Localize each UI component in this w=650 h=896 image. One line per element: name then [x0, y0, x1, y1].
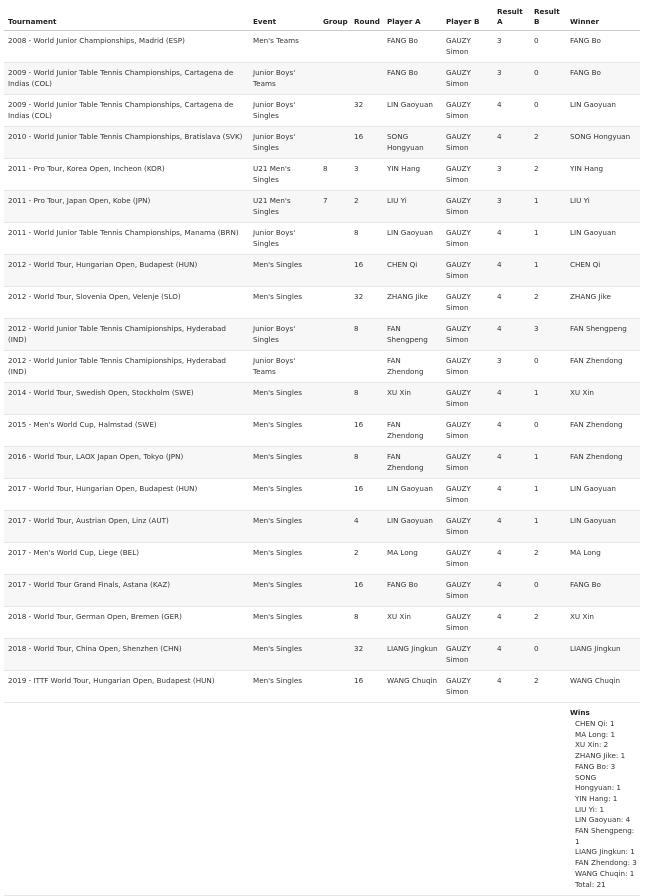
player-b-cell: GAUZY Simon	[442, 607, 493, 639]
result-a-cell: 4	[493, 127, 530, 159]
wins-item: YIN Hang: 1	[575, 793, 618, 803]
player-b-cell: GAUZY Simon	[442, 511, 493, 543]
group-cell: 8	[319, 159, 350, 191]
round-cell: 8	[350, 383, 383, 415]
table-row	[4, 671, 640, 703]
tournament-cell: 2012 - World Tour, Hungarian Open, Budapest (HUN)	[4, 255, 249, 287]
round-cell: 8	[350, 319, 383, 351]
round-cell: 16	[350, 479, 383, 511]
group-cell	[319, 575, 350, 607]
player-b-cell: GAUZY Simon	[442, 543, 493, 575]
event-cell: U21 Men's Singles	[249, 191, 319, 223]
winner-cell: ZHANG Jike	[566, 287, 640, 319]
table-row	[4, 63, 640, 95]
result-a-cell: 3	[493, 191, 530, 223]
result-a-cell: 3	[493, 31, 530, 63]
event-cell: Junior Boys' Singles	[249, 319, 319, 351]
event-cell: Men's Singles	[249, 447, 319, 479]
event-cell: Junior Boys' Teams	[249, 351, 319, 383]
tournament-cell: 2019 - ITTF World Tour, Hungarian Open, Budapest (HUN)	[4, 671, 249, 703]
result-b-cell: 1	[530, 511, 566, 543]
header-row	[4, 0, 640, 31]
group-cell	[319, 639, 350, 671]
result-b-cell: 0	[530, 351, 566, 383]
winner-cell: MA Long	[566, 543, 640, 575]
wins-item: FANG Bo: 3	[575, 761, 616, 771]
col-header-event: Event	[249, 0, 319, 31]
result-b-cell: 1	[530, 255, 566, 287]
round-cell: 16	[350, 415, 383, 447]
player-a-cell: FAN Zhendong	[383, 447, 442, 479]
player-b-cell: GAUZY Simon	[442, 575, 493, 607]
winner-cell: FANG Bo	[566, 575, 640, 607]
col-header-winner: Winner	[566, 0, 640, 31]
player-a-cell: FAN Zhendong	[383, 351, 442, 383]
col-header-round: Round	[350, 0, 383, 31]
tournament-cell: 2018 - World Tour, China Open, Shenzhen (CHN)	[4, 639, 249, 671]
player-a-cell: ZHANG Jike	[383, 287, 442, 319]
result-a-cell: 4	[493, 223, 530, 255]
result-b-cell: 2	[530, 671, 566, 703]
winner-cell: LIN Gaoyuan	[566, 479, 640, 511]
result-a-cell: 4	[493, 479, 530, 511]
winner-cell: XU Xin	[566, 607, 640, 639]
result-b-cell: 2	[530, 287, 566, 319]
col-header-tournament: Tournament	[4, 0, 249, 31]
event-cell: Junior Boys' Singles	[249, 127, 319, 159]
group-cell	[319, 415, 350, 447]
player-a-cell: FAN Shengpeng	[383, 319, 442, 351]
result-a-cell: 4	[493, 511, 530, 543]
tournament-cell: 2009 - World Junior Table Tennis Championships, Cartagena de Indias (COL)	[4, 63, 249, 95]
table-row	[4, 223, 640, 255]
group-cell	[319, 447, 350, 479]
result-a-cell: 4	[493, 543, 530, 575]
result-b-cell: 2	[530, 543, 566, 575]
summary-spacer	[4, 703, 566, 896]
player-b-cell: GAUZY Simon	[442, 191, 493, 223]
group-cell	[319, 95, 350, 127]
group-cell	[319, 351, 350, 383]
wins-item: WANG Chuqin: 1	[575, 868, 635, 878]
player-a-cell: FANG Bo	[383, 31, 442, 63]
wins-item: ZHANG Jike: 1	[575, 751, 626, 761]
player-a-cell: WANG Chuqin	[383, 671, 442, 703]
winner-cell: LIN Gaoyuan	[566, 511, 640, 543]
result-b-cell: 0	[530, 415, 566, 447]
event-cell: Men's Singles	[249, 287, 319, 319]
tournament-cell: 2017 - World Tour, Hungarian Open, Budapest (HUN)	[4, 479, 249, 511]
winner-cell: LIN Gaoyuan	[566, 223, 640, 255]
tournament-cell: 2018 - World Tour, German Open, Bremen (GER)	[4, 607, 249, 639]
winner-cell: YIN Hang	[566, 159, 640, 191]
player-a-cell: LIANG Jingkun	[383, 639, 442, 671]
player-b-cell: GAUZY Simon	[442, 255, 493, 287]
result-b-cell: 2	[530, 159, 566, 191]
winner-cell: FAN Zhendong	[566, 447, 640, 479]
player-b-cell: GAUZY Simon	[442, 223, 493, 255]
result-b-cell: 1	[530, 223, 566, 255]
round-cell	[350, 31, 383, 63]
tournament-cell: 2017 - World Tour, Austrian Open, Linz (AUT)	[4, 511, 249, 543]
winner-cell: WANG Chuqin	[566, 671, 640, 703]
player-b-cell: GAUZY Simon	[442, 447, 493, 479]
group-cell	[319, 607, 350, 639]
table-row	[4, 319, 640, 351]
player-a-cell: YIN Hang	[383, 159, 442, 191]
result-a-cell: 3	[493, 351, 530, 383]
table-row	[4, 575, 640, 607]
player-a-cell: XU Xin	[383, 383, 442, 415]
wins-item: Total: 21	[575, 879, 606, 889]
wins-item: CHEN Qi: 1	[575, 719, 615, 728]
round-cell: 16	[350, 255, 383, 287]
round-cell: 16	[350, 671, 383, 703]
player-a-cell: LIN Gaoyuan	[383, 95, 442, 127]
col-header-result-a: Result A	[493, 0, 530, 31]
tournament-cell: 2009 - World Junior Table Tennis Championships, Cartagena de Indias (COL)	[4, 95, 249, 127]
table-row	[4, 127, 640, 159]
event-cell: Junior Boys' Singles	[249, 223, 319, 255]
table-row	[4, 543, 640, 575]
result-b-cell: 0	[530, 95, 566, 127]
player-b-cell: GAUZY Simon	[442, 287, 493, 319]
winner-cell: LIU Yi	[566, 191, 640, 223]
tournament-cell: 2016 - World Tour, LAOX Japan Open, Tokyo (JPN)	[4, 447, 249, 479]
result-b-cell: 0	[530, 31, 566, 63]
player-a-cell: MA Long	[383, 543, 442, 575]
round-cell: 32	[350, 639, 383, 671]
result-a-cell: 4	[493, 607, 530, 639]
player-b-cell: GAUZY Simon	[442, 671, 493, 703]
round-cell: 32	[350, 287, 383, 319]
group-cell	[319, 223, 350, 255]
player-a-cell: CHEN Qi	[383, 255, 442, 287]
event-cell: Men's Singles	[249, 383, 319, 415]
player-a-cell: LIN Gaoyuan	[383, 223, 442, 255]
tournament-cell: 2012 - World Junior Table Tennis Chamipionships, Hyderabad (IND)	[4, 319, 249, 351]
event-cell: Men's Singles	[249, 479, 319, 511]
result-b-cell: 2	[530, 607, 566, 639]
wins-summary	[566, 703, 640, 896]
group-cell	[319, 383, 350, 415]
table-row	[4, 191, 640, 223]
result-b-cell: 1	[530, 479, 566, 511]
table-row	[4, 159, 640, 191]
player-a-cell: XU Xin	[383, 607, 442, 639]
result-a-cell: 4	[493, 95, 530, 127]
player-b-cell: GAUZY Simon	[442, 479, 493, 511]
tournament-cell: 2011 - Pro Tour, Korea Open, Incheon (KOR)	[4, 159, 249, 191]
wins-item: SONG Hongyuan: 1	[575, 772, 621, 793]
result-b-cell: 0	[530, 63, 566, 95]
result-b-cell: 0	[530, 575, 566, 607]
event-cell: Men's Singles	[249, 511, 319, 543]
table-row	[4, 447, 640, 479]
group-cell	[319, 255, 350, 287]
winner-cell: FAN Zhendong	[566, 351, 640, 383]
event-cell: Men's Singles	[249, 639, 319, 671]
tournament-cell: 2012 - World Junior Table Tennis Chamipionships, Hyderabad (IND)	[4, 351, 249, 383]
player-b-cell: GAUZY Simon	[442, 319, 493, 351]
group-cell	[319, 127, 350, 159]
group-cell	[319, 63, 350, 95]
round-cell: 8	[350, 223, 383, 255]
player-b-cell: GAUZY Simon	[442, 95, 493, 127]
group-cell	[319, 319, 350, 351]
group-cell	[319, 671, 350, 703]
tournament-cell: 2017 - World Tour Grand Finals, Astana (KAZ)	[4, 575, 249, 607]
wins-item: FAN Zhendong: 3	[575, 858, 637, 868]
table-row	[4, 639, 640, 671]
result-b-cell: 0	[530, 639, 566, 671]
result-a-cell: 4	[493, 287, 530, 319]
tournament-cell: 2011 - World Junior Table Tennis Championships, Manama (BRN)	[4, 223, 249, 255]
tournament-cell: 2008 - World Junior Championships, Madrid (ESP)	[4, 31, 249, 63]
player-b-cell: GAUZY Simon	[442, 31, 493, 63]
wins-item: LIN Gaoyuan: 4	[575, 815, 631, 825]
results-table	[4, 0, 640, 896]
result-b-cell: 1	[530, 383, 566, 415]
round-cell: 16	[350, 127, 383, 159]
event-cell: Men's Singles	[249, 543, 319, 575]
wins-summary-row	[4, 703, 640, 896]
winner-cell: FANG Bo	[566, 31, 640, 63]
group-cell: 7	[319, 191, 350, 223]
player-a-cell: LIU Yi	[383, 191, 442, 223]
col-header-group: Group	[319, 0, 350, 31]
result-b-cell: 3	[530, 319, 566, 351]
table-row	[4, 511, 640, 543]
event-cell: Junior Boys' Singles	[249, 95, 319, 127]
group-cell	[319, 543, 350, 575]
round-cell: 2	[350, 191, 383, 223]
player-a-cell: FAN Zhendong	[383, 415, 442, 447]
event-cell: Men's Singles	[249, 671, 319, 703]
result-a-cell: 4	[493, 319, 530, 351]
wins-item: LIANG Jingkun: 1	[575, 847, 635, 857]
wins-list	[570, 719, 637, 890]
round-cell: 8	[350, 447, 383, 479]
event-cell: Men's Singles	[249, 255, 319, 287]
round-cell: 16	[350, 575, 383, 607]
table-row	[4, 383, 640, 415]
table-row	[4, 479, 640, 511]
winner-cell: LIN Gaoyuan	[566, 95, 640, 127]
table-row	[4, 287, 640, 319]
table-row	[4, 31, 640, 63]
tournament-cell: 2011 - Pro Tour, Japan Open, Kobe (JPN)	[4, 191, 249, 223]
wins-title: Wins	[570, 708, 590, 717]
player-b-cell: GAUZY Simon	[442, 415, 493, 447]
wins-item: MA Long: 1	[575, 729, 616, 739]
winner-cell: SONG Hongyuan	[566, 127, 640, 159]
table-row	[4, 415, 640, 447]
col-header-player-b: Player B	[442, 0, 493, 31]
winner-cell: LIANG Jingkun	[566, 639, 640, 671]
result-a-cell: 4	[493, 383, 530, 415]
winner-cell: CHEN Qi	[566, 255, 640, 287]
event-cell: Junior Boys' Teams	[249, 63, 319, 95]
winner-cell: FAN Zhendong	[566, 415, 640, 447]
result-a-cell: 4	[493, 255, 530, 287]
result-b-cell: 2	[530, 127, 566, 159]
event-cell: Men's Singles	[249, 607, 319, 639]
result-a-cell: 3	[493, 63, 530, 95]
event-cell: Men's Singles	[249, 415, 319, 447]
round-cell	[350, 63, 383, 95]
round-cell: 4	[350, 511, 383, 543]
round-cell: 3	[350, 159, 383, 191]
result-a-cell: 4	[493, 671, 530, 703]
round-cell	[350, 351, 383, 383]
wins-item: XU Xin: 2	[575, 740, 609, 750]
table-row	[4, 255, 640, 287]
winner-cell: FAN Shengpeng	[566, 319, 640, 351]
result-a-cell: 4	[493, 415, 530, 447]
player-b-cell: GAUZY Simon	[442, 383, 493, 415]
group-cell	[319, 31, 350, 63]
group-cell	[319, 287, 350, 319]
wins-item: LIU Yi: 1	[575, 804, 605, 814]
result-a-cell: 3	[493, 159, 530, 191]
group-cell	[319, 479, 350, 511]
player-b-cell: GAUZY Simon	[442, 351, 493, 383]
winner-cell: XU Xin	[566, 383, 640, 415]
result-b-cell: 1	[530, 447, 566, 479]
player-b-cell: GAUZY Simon	[442, 639, 493, 671]
event-cell: U21 Men's Singles	[249, 159, 319, 191]
tournament-cell: 2017 - Men's World Cup, Liege (BEL)	[4, 543, 249, 575]
group-cell	[319, 511, 350, 543]
player-b-cell: GAUZY Simon	[442, 159, 493, 191]
event-cell: Men's Teams	[249, 31, 319, 63]
winner-cell: FANG Bo	[566, 63, 640, 95]
result-b-cell: 1	[530, 191, 566, 223]
player-a-cell: FANG Bo	[383, 63, 442, 95]
event-cell: Men's Singles	[249, 575, 319, 607]
player-b-cell: GAUZY Simon	[442, 63, 493, 95]
wins-item: FAN Shengpeng: 1	[575, 826, 635, 846]
player-a-cell: LIN Gaoyuan	[383, 511, 442, 543]
result-a-cell: 4	[493, 639, 530, 671]
table-row	[4, 351, 640, 383]
round-cell: 32	[350, 95, 383, 127]
result-a-cell: 4	[493, 447, 530, 479]
table-row	[4, 607, 640, 639]
round-cell: 2	[350, 543, 383, 575]
player-a-cell: SONG Hongyuan	[383, 127, 442, 159]
tournament-cell: 2010 - World Junior Table Tennis Championships, Bratislava (SVK)	[4, 127, 249, 159]
tournament-cell: 2012 - World Tour, Slovenia Open, Velenje (SLO)	[4, 287, 249, 319]
tournament-cell: 2015 - Men's World Cup, Halmstad (SWE)	[4, 415, 249, 447]
round-cell: 8	[350, 607, 383, 639]
table-row	[4, 95, 640, 127]
col-header-result-b: Result B	[530, 0, 566, 31]
tournament-cell: 2014 - World Tour, Swedish Open, Stockholm (SWE)	[4, 383, 249, 415]
player-a-cell: LIN Gaoyuan	[383, 479, 442, 511]
player-a-cell: FANG Bo	[383, 575, 442, 607]
result-a-cell: 4	[493, 575, 530, 607]
player-b-cell: GAUZY Simon	[442, 127, 493, 159]
col-header-player-a: Player A	[383, 0, 442, 31]
